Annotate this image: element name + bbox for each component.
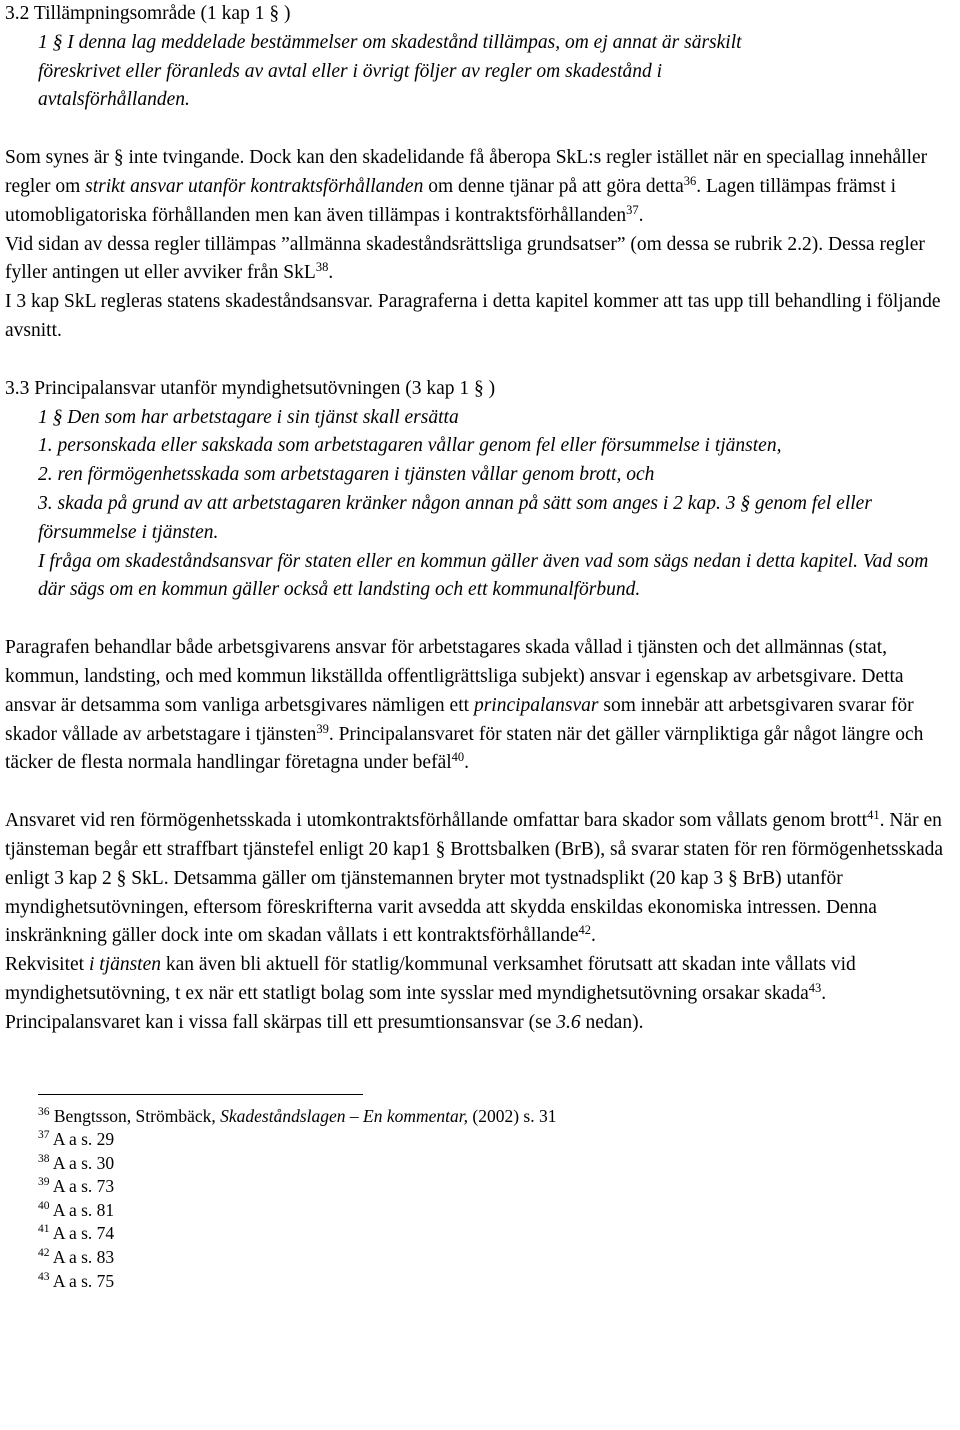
emphasis: principalansvar xyxy=(473,694,599,716)
footnote-number: 40 xyxy=(38,1199,50,1212)
law-quote-line: 1 § I denna lag meddelade bestämmelser om skadestånd tillämpas, om ej annat är särskilt xyxy=(38,31,742,53)
footnote-ref[interactable]: 37 xyxy=(626,202,639,217)
law-quote-line: I fråga om skadeståndsansvar för staten eller en kommun gäller även vad som sägs nedan i detta kapitel. Vad som där sägs om en kommun gäller också ett landsting och ett kommunalförbund. xyxy=(38,550,929,601)
law-quote-line: föreskrivet eller föranleds av avtal eller i övrigt följer av regler om skadestånd i xyxy=(38,60,663,82)
text: . Principalansvaret för staten när det gäller värnpliktiga går något längre och täcker de flesta normala handlingar företagna under befäl xyxy=(5,723,924,774)
footnote-text: A a s. 74 xyxy=(52,1223,115,1244)
footnote-number: 39 xyxy=(38,1176,50,1189)
text: nedan). xyxy=(580,1011,644,1033)
footnote-item xyxy=(5,1246,948,1270)
paragraph xyxy=(5,144,948,230)
spacer xyxy=(5,115,948,144)
footnote-ref[interactable]: 43 xyxy=(808,980,822,995)
text: . Lagen tillämpas främst i utomobligatoriska förhållanden men kan även tillämpas i kontraktsförhållanden xyxy=(5,175,897,226)
footnote-item xyxy=(5,1175,948,1199)
text: Paragrafen behandlar både arbetsgivarens ansvar för arbetstagares skada vållad i tjänsten och det allmännas (stat, kommun, landsting, och med kommun likställda offentligrättsliga subjekt) ansvar i egenskap av arbetsgivare. Detta ansvar är detsamma som vanliga arbetsgivares nämligen ett xyxy=(5,637,904,716)
footnote-text: A a s. 83 xyxy=(52,1247,115,1268)
footnote-text: A a s. 81 xyxy=(52,1199,115,1220)
law-quote-line: 1 § Den som har arbetstagare i sin tjänst skall ersätta xyxy=(38,406,459,428)
footnote-item xyxy=(5,1128,948,1152)
footnote-number: 41 xyxy=(38,1223,50,1236)
footnote-text: A a s. 29 xyxy=(52,1129,115,1150)
section-heading-3-3: 3.3 Principalansvar utanför myndighetsutövningen (3 kap 1 § ) xyxy=(5,377,496,399)
footnote-ref[interactable]: 40 xyxy=(451,750,465,765)
paragraph xyxy=(5,634,948,778)
paragraph xyxy=(5,951,948,1037)
section-heading-3-2: 3.2 Tillämpningsområde (1 kap 1 § ) xyxy=(5,3,291,24)
text: om denne tjänar på att göra detta xyxy=(423,175,684,197)
footnote-text: A a s. 30 xyxy=(52,1152,115,1173)
paragraph: I 3 kap SkL regleras statens skadeståndsansvar. Paragraferna i detta kapitel kommer att tas upp till behandling i följande avsnitt. xyxy=(5,291,941,341)
footnote-ref[interactable]: 38 xyxy=(315,260,329,275)
emphasis: i tjänsten xyxy=(88,954,161,976)
footnote-item xyxy=(5,1222,948,1246)
footnote-ref[interactable]: 41 xyxy=(867,808,880,823)
law-quote-line: avtalsförhållanden. xyxy=(38,89,190,111)
text: . Principalansvaret kan i vissa fall skärpas till ett presumtionsansvar (se xyxy=(5,982,827,1033)
footnote-number: 42 xyxy=(38,1247,50,1260)
footnote-number: 43 xyxy=(38,1270,50,1283)
spacer xyxy=(5,346,948,375)
footnote-ref[interactable]: 42 xyxy=(578,923,591,938)
footnote-ref[interactable]: 36 xyxy=(683,173,697,188)
emphasis: strikt ansvar utanför kontraktsförhållanden xyxy=(85,175,424,197)
law-quote-line: 2. ren förmögenhetsskada som arbetstagaren i tjänsten vållar genom brott, och xyxy=(38,464,655,486)
footnote-emphasis: Skadeståndslagen – En kommentar, xyxy=(220,1105,469,1126)
text: . xyxy=(638,204,644,226)
paragraph xyxy=(5,807,948,951)
footnote-number: 36 xyxy=(38,1105,50,1118)
footnote-text: A a s. 75 xyxy=(52,1270,115,1291)
footnote-number: 37 xyxy=(38,1129,50,1142)
footnotes xyxy=(5,1105,948,1294)
footnote-item xyxy=(5,1105,948,1129)
footnote-divider xyxy=(38,1094,363,1095)
spacer xyxy=(5,605,948,634)
law-quote-line: 3. skada på grund av att arbetstagaren kränker någon annan på sätt som anges i 2 kap. 3 § genom fel eller försummelse i tjänsten. xyxy=(38,492,872,543)
footnote-text: (2002) s. 31 xyxy=(468,1105,557,1126)
text: . När en tjänsteman begår ett straffbart tjänstefel enligt 20 kap1 § Brottsbalken (BrB), så svarar staten för ren förmögenhetsskada enligt 3 kap 2 § SkL. Detsamma gäller om tjänstemannen bryter mot tystnadsplikt (20 kap 3 § BrB) utanför myndighetsutövningen, eftersom föreskrifterna varit avsedda att skydda enskildas ekonomiska intressen. Denna inskränkning gäller dock inte om skadan vållats i ett kontraktsförhållande xyxy=(5,810,944,947)
footnote-item xyxy=(5,1152,948,1176)
footnote-text: A a s. 73 xyxy=(52,1176,115,1197)
text: kan även bli aktuell för statlig/kommunal verksamhet förutsatt att skadan inte vållats vid myndighetsutövning, t ex när ett statligt bolag som inte sysslar med myndighetsutövning orsakar skada xyxy=(5,954,856,1004)
emphasis: 3.6 xyxy=(556,1011,581,1033)
footnote-item xyxy=(5,1199,948,1223)
footnote-number: 38 xyxy=(38,1152,50,1165)
paragraph xyxy=(5,231,948,289)
spacer xyxy=(5,778,948,807)
footnote-ref[interactable]: 39 xyxy=(316,721,329,736)
text: Som synes är § inte tvingande. Dock kan den skadelidande få åberopa SkL:s regler istället när en speciallag innehåller regler om xyxy=(5,147,928,197)
footnote-text: Bengtsson, Strömbäck, xyxy=(53,1105,221,1126)
footnote-item xyxy=(5,1270,948,1294)
text: Ansvaret vid ren förmögenhetsskada i utomkontraktsförhållande omfattar bara skador som vållats genom brott xyxy=(5,810,868,832)
text: Vid sidan av dessa regler tillämpas ”allmänna skadeståndsrättsliga grundsatser” (om dessa se rubrik 2.2). Dessa regler fyller antingen ut eller avviker från SkL xyxy=(5,233,925,284)
law-quote-line: 1. personskada eller sakskada som arbetstagaren vållar genom fel eller försummelse i tjänsten, xyxy=(38,435,782,457)
text: som innebär att arbetsgivaren svarar för skador vållade av arbetstagare i tjänsten xyxy=(5,694,914,745)
text: Rekvisitet xyxy=(5,954,89,976)
text: . xyxy=(464,752,470,774)
text: . xyxy=(328,262,334,284)
text: . xyxy=(590,925,596,947)
